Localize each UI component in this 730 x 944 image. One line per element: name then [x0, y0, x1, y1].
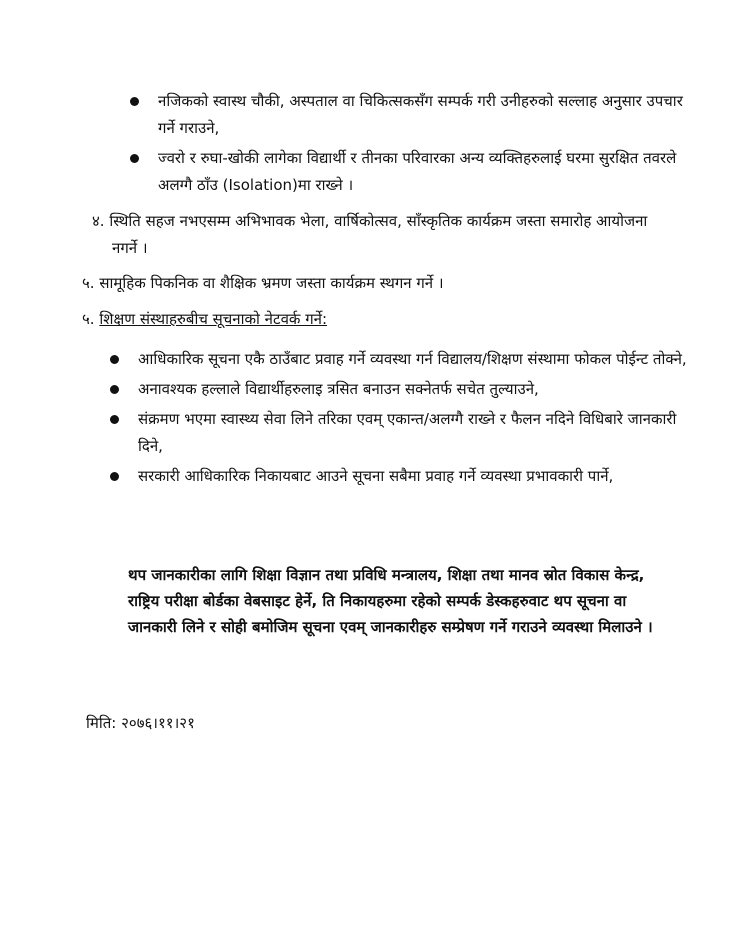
- list-item: [128, 88, 688, 142]
- item-number: ५.: [82, 310, 95, 328]
- network-bullet-list: [108, 346, 688, 493]
- item-number: ४.: [92, 212, 105, 230]
- item-heading-underlined: शिक्षण संस्थाहरुबीच सूचनाको नेटवर्क गर्ने:: [99, 310, 328, 328]
- numbered-item-4: [92, 208, 672, 262]
- bullet-icon: [110, 472, 119, 481]
- list-item: [128, 145, 688, 199]
- bullet-icon: [130, 154, 139, 163]
- list-item: [108, 463, 688, 490]
- bullet-text: नजिकको स्वास्थ चौकी, अस्पताल वा चिकित्सकसँग सम्पर्क गरी उनीहरुको सल्लाह अनुसार उपचार गर्ने गराउने,: [158, 92, 683, 137]
- item-number: ५.: [82, 274, 95, 292]
- top-bullet-list: [128, 88, 688, 202]
- list-item: [108, 406, 688, 460]
- bullet-text: ज्वरो र रुघा-खोकी लागेका विद्यार्थी र तीनका परिवारका अन्य व्यक्तिहरुलाई घरमा सुरक्षित तवरले अलग्गै ठाँउ (Isolation)मा राख्ने ।: [158, 149, 677, 194]
- bullet-text: अनावश्यक हल्लाले विद्यार्थीहरुलाइ त्रसित बनाउन सक्नेतर्फ सचेत तुल्याउने,: [138, 380, 539, 398]
- bullet-icon: [110, 385, 119, 394]
- numbered-item-5-picnic: [82, 270, 682, 297]
- closing-paragraph: थप जानकारीका लागि शिक्षा विज्ञान तथा प्रविधि मन्त्रालय, शिक्षा तथा मानव स्रोत विकास केन्द्र, राष्ट्रिय परीक्षा बोर्डका वेबसाइट हेर्ने, ति निकायहरुमा रहेको सम्पर्क डेस्कहरुवाट थप सूचना वा जानकारी लिने र सोही बमोजिम सूचना एवम् जानकारीहरु सम्प्रेषण गर्ने गराउने व्यवस्था मिलाउने ।: [128, 566, 653, 636]
- item-text: स्थिति सहज नभएसम्म अभिभावक भेला, वार्षिकोत्सव, साँस्कृतिक कार्यक्रम जस्ता समारोह आयोजना नगर्ने ।: [109, 212, 648, 257]
- bullet-text: आधिकारिक सूचना एकै ठाउँबाट प्रवाह गर्ने व्यवस्था गर्न विद्यालय/शिक्षण संस्थामा फोकल पोईन्ट तोक्ने,: [138, 350, 687, 368]
- bullet-icon: [110, 355, 119, 364]
- bullet-text: सरकारी आधिकारिक निकायबाट आउने सूचना सबैमा प्रवाह गर्ने व्यवस्था प्रभावकारी पार्ने,: [138, 467, 614, 485]
- numbered-item-5-network: [82, 306, 682, 333]
- bullet-icon: [110, 415, 119, 424]
- list-item: [108, 376, 688, 403]
- document-date: मिति: २०७६।११।२१: [86, 714, 195, 732]
- list-item: [108, 346, 688, 373]
- bullet-icon: [130, 97, 139, 106]
- bullet-text: संक्रमण भएमा स्वास्थ्य सेवा लिने तरिका एवम् एकान्त/अलग्गै राख्ने र फैलन नदिने विधिबारे जानकारी दिने,: [138, 410, 677, 455]
- item-text: सामूहिक पिकनिक वा शैक्षिक भ्रमण जस्ता कार्यक्रम स्थगन गर्ने ।: [99, 274, 444, 292]
